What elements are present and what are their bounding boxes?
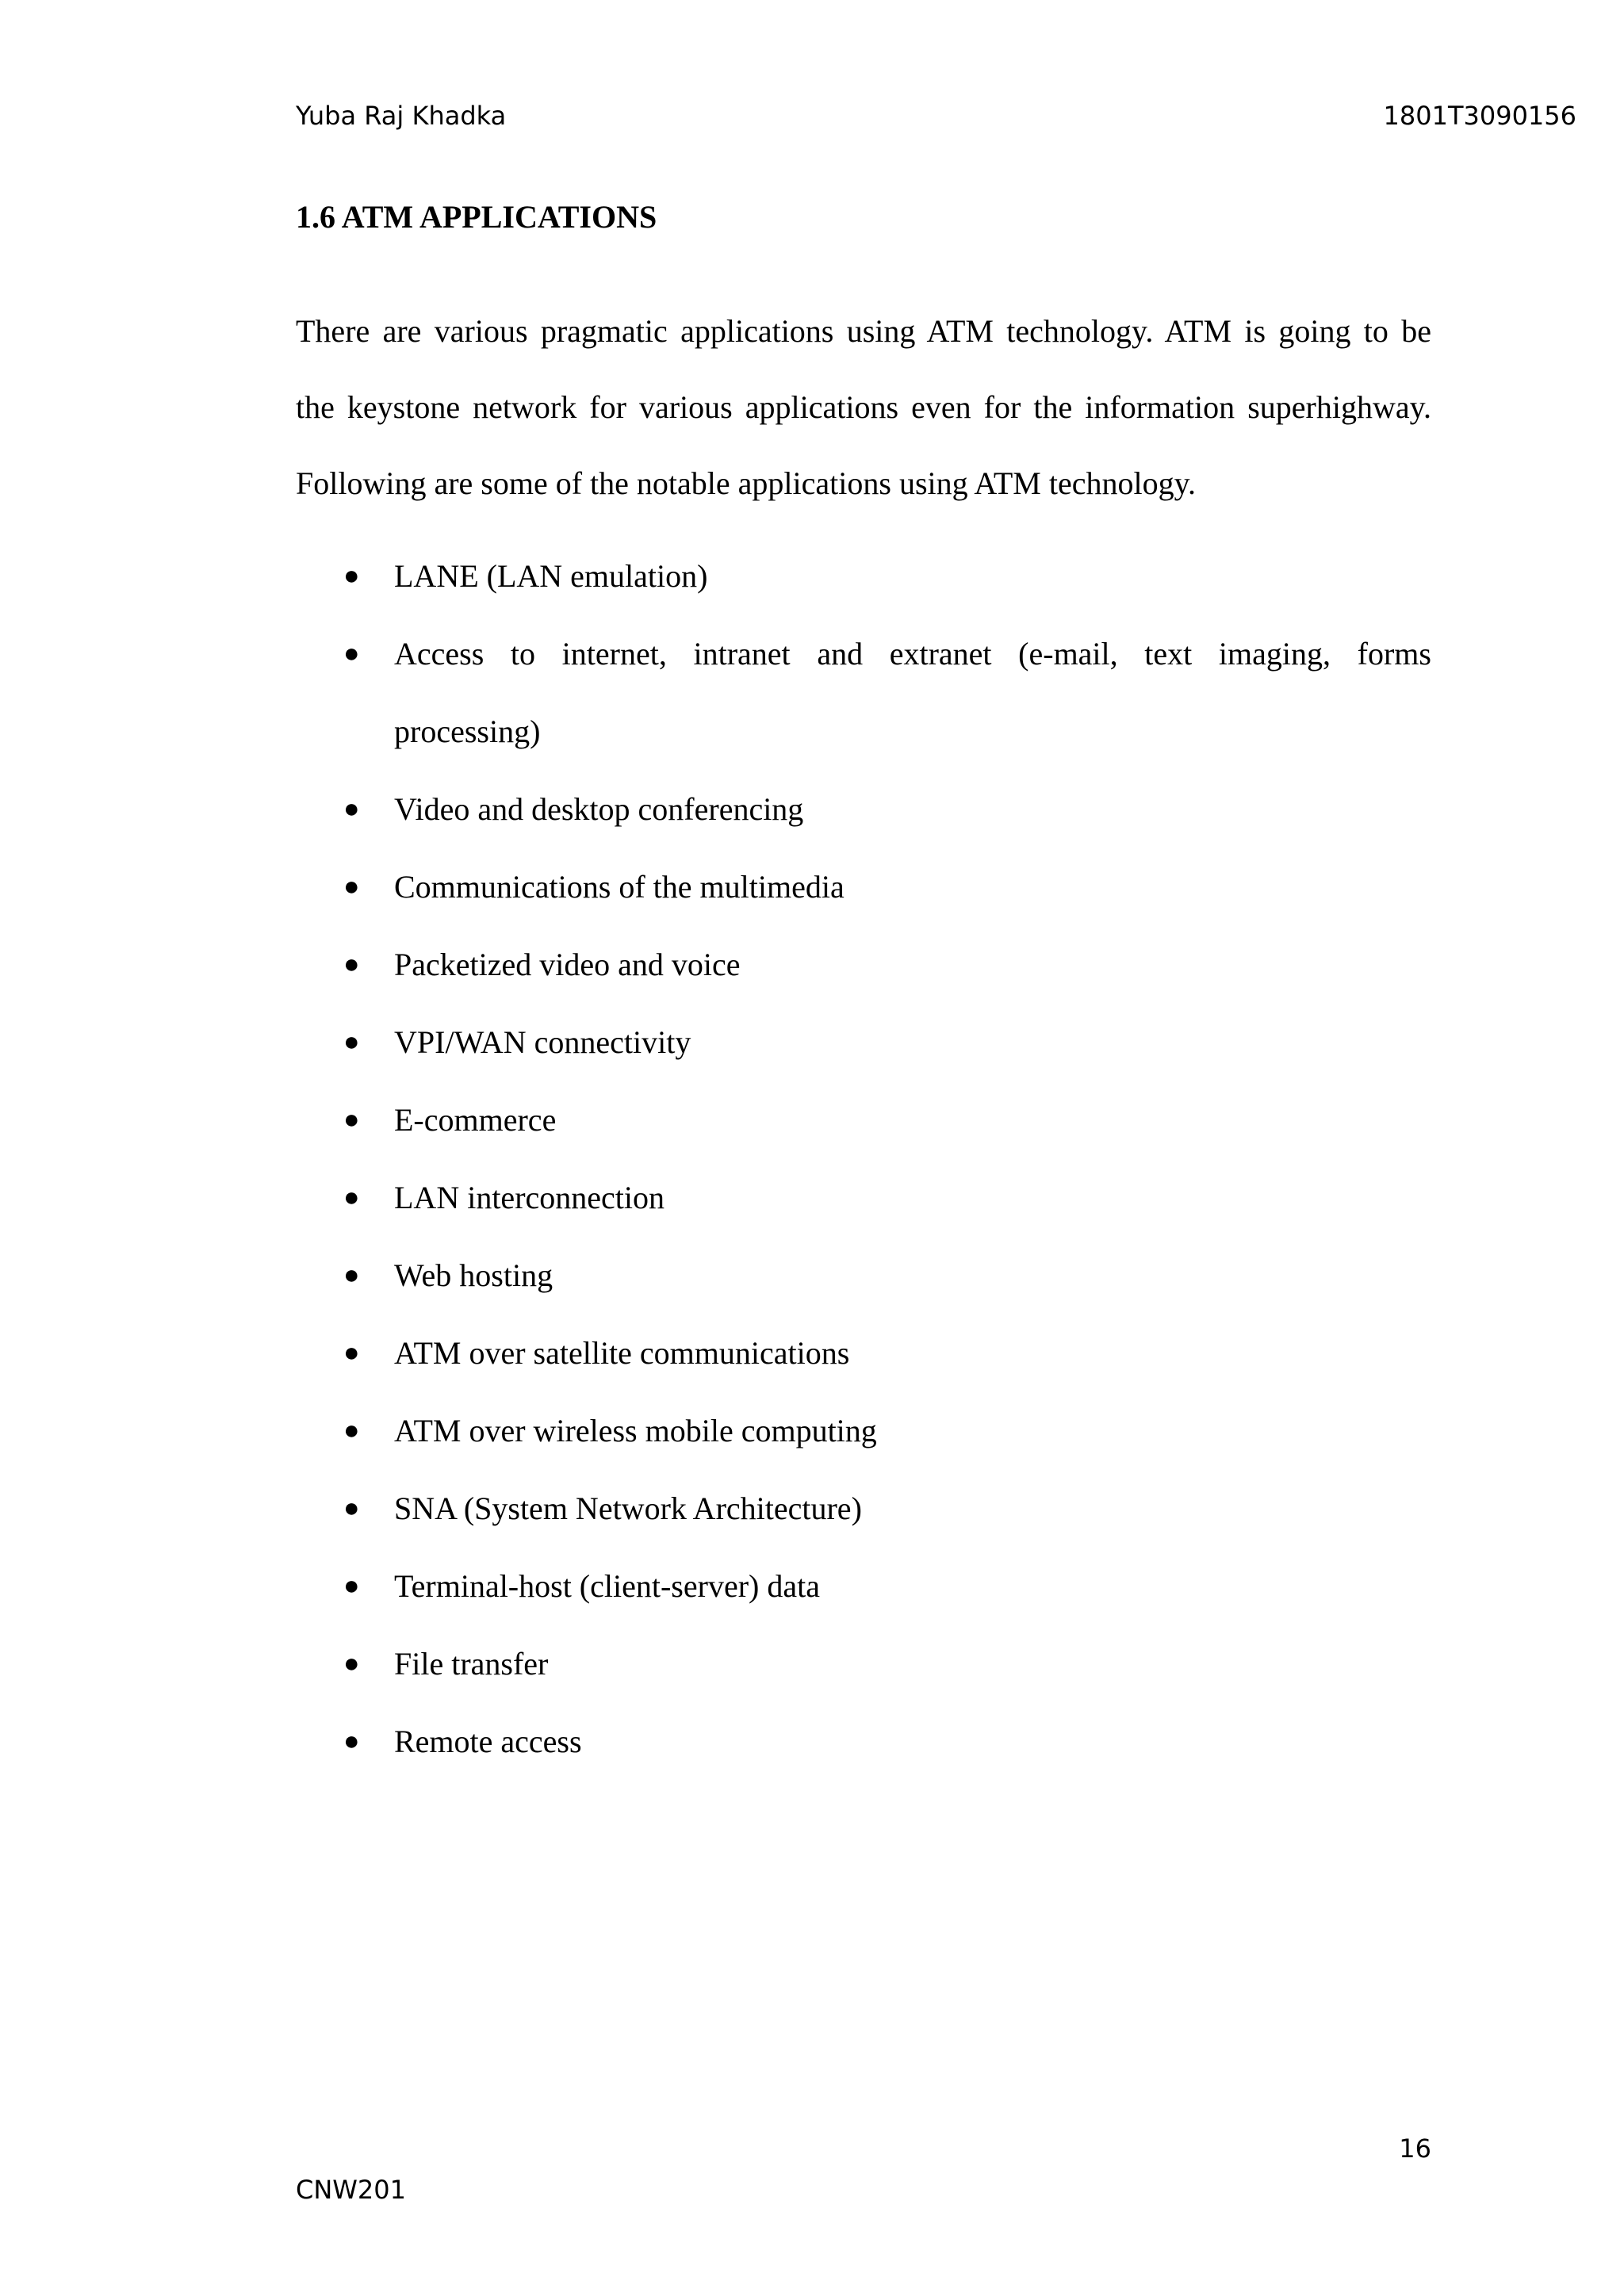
list-item-line: Communications of the multimedia (394, 869, 845, 905)
list-item (296, 1625, 1431, 1703)
list-item (296, 926, 1431, 1004)
list-item-line: LAN interconnection (394, 1180, 665, 1215)
list-item (296, 1159, 1431, 1237)
bullet-icon: ● (343, 1105, 360, 1135)
course-code: CNW201 (296, 2175, 406, 2205)
bullet-icon: ● (343, 561, 360, 591)
header-student-id: 1801T3090156 (1383, 101, 1576, 131)
bullet-icon: ● (343, 872, 360, 901)
list-item-text (394, 1703, 1431, 1781)
list-item-text (394, 1004, 1431, 1081)
list-item-text (394, 1237, 1431, 1314)
list-item-text (394, 1392, 1431, 1470)
list-item (296, 771, 1431, 848)
paragraph-line: There are various pragmatic applications using ATM technology. ATM is going to be (296, 313, 1431, 349)
list-item-line: VPI/WAN connectivity (394, 1024, 691, 1060)
bullet-icon: ● (343, 1261, 360, 1290)
bullet-icon: ● (343, 1027, 360, 1057)
list-item-text (394, 615, 1431, 771)
list-item (296, 1314, 1431, 1392)
list-item-text (394, 538, 1431, 615)
section-heading: 1.6 ATM APPLICATIONS (296, 199, 657, 235)
bullet-icon: ● (343, 1338, 360, 1368)
list-item-line: E-commerce (394, 1102, 557, 1138)
list-item-line: Terminal-host (client-server) data (394, 1568, 820, 1604)
bullet-icon: ● (343, 1727, 360, 1756)
list-item-text (394, 848, 1431, 926)
list-item-line: Video and desktop conferencing (394, 791, 804, 827)
header-author: Yuba Raj Khadka (296, 101, 507, 131)
list-item-text (394, 1548, 1431, 1625)
list-item (296, 1470, 1431, 1548)
bullet-icon: ● (343, 639, 360, 668)
list-item (296, 1237, 1431, 1314)
list-item (296, 1392, 1431, 1470)
list-item-line: Web hosting (394, 1257, 553, 1293)
list-item (296, 615, 1431, 771)
list-item-text (394, 1470, 1431, 1548)
list-item (296, 538, 1431, 615)
list-item-line: ATM over satellite communications (394, 1335, 850, 1371)
list-item-line: File transfer (394, 1646, 549, 1682)
paragraph-line: the keystone network for various applications even for the information superhighway. (296, 389, 1431, 425)
list-item-line: processing) (394, 714, 541, 749)
list-item-line: Packetized video and voice (394, 947, 741, 982)
intro-paragraph (296, 293, 1431, 522)
list-item-line: LANE (LAN emulation) (394, 558, 708, 594)
list-item-text (394, 926, 1431, 1004)
list-item-text (394, 1159, 1431, 1237)
list-item-line: Access to internet, intranet and extranet (e-mail, text imaging, forms (394, 636, 1431, 672)
bullet-icon: ● (343, 950, 360, 979)
list-item-line: SNA (System Network Architecture) (394, 1490, 862, 1526)
list-item (296, 1548, 1431, 1625)
list-item (296, 1004, 1431, 1081)
list-item-text (394, 1625, 1431, 1703)
bullet-icon: ● (343, 1494, 360, 1523)
list-item (296, 1703, 1431, 1781)
bullet-icon: ● (343, 1571, 360, 1601)
list-item-line: ATM over wireless mobile computing (394, 1413, 877, 1448)
bullet-icon: ● (343, 1183, 360, 1212)
bullet-icon: ● (343, 794, 360, 824)
bullet-icon: ● (343, 1649, 360, 1678)
paragraph-line: Following are some of the notable applications using ATM technology. (296, 465, 1196, 501)
bullet-icon: ● (343, 1416, 360, 1445)
list-item-text (394, 771, 1431, 848)
list-item-text (394, 1081, 1431, 1159)
list-item-text (394, 1314, 1431, 1392)
applications-list (296, 538, 1431, 1781)
page-number: 16 (1399, 2133, 1431, 2164)
list-item (296, 848, 1431, 926)
list-item-line: Remote access (394, 1724, 582, 1759)
list-item (296, 1081, 1431, 1159)
